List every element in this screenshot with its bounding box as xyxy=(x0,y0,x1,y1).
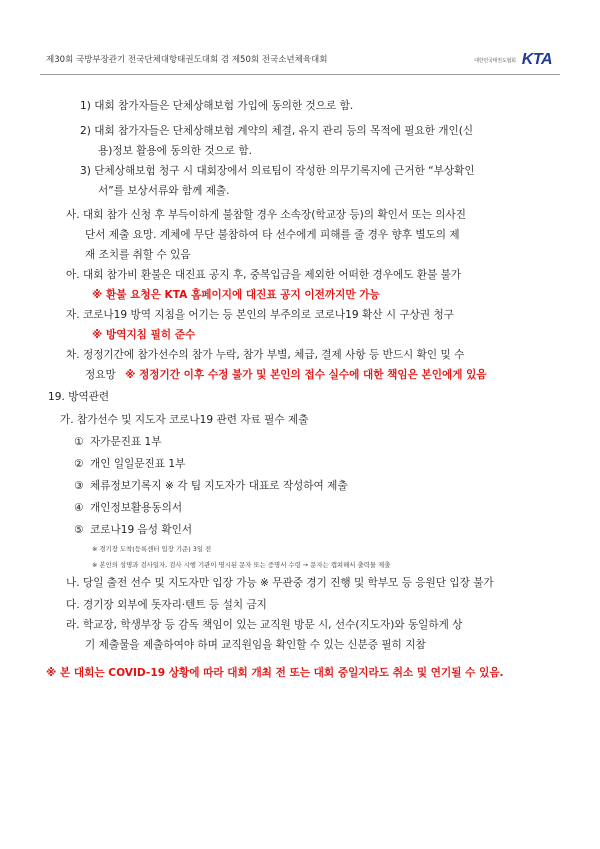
item-na: 나. 당일 출전 선수 및 지도자만 입장 가능 ※ 무관중 경기 진행 및 학부모 등 응원단 입장 불가 xyxy=(66,577,494,589)
header-title: 제30회 국방부장관기 전국단체대항태권도대회 겸 제50회 전국소년체육대회 xyxy=(46,55,328,65)
item-ja-note: ※ 방역지침 필히 준수 xyxy=(92,329,196,341)
item-a-note: ※ 환불 요청은 KTA 홈페이지에 대진표 공지 이전까지만 가능 xyxy=(92,289,380,301)
item-cha-2-text: 정요망 xyxy=(85,369,116,381)
doc-item-5-text: 코로나19 음성 확인서 xyxy=(90,524,193,536)
logo-subtitle: 대한민국태권도협회 xyxy=(474,57,516,64)
item-ba-2-cont: 용)정보 활용에 동의한 것으로 함. xyxy=(98,145,253,157)
item-ra-2: 기 제출물을 제출하여야 하며 교직원임을 확인할 수 있는 신분증 필히 지참 xyxy=(85,639,426,651)
item-da: 다. 경기장 외부에 돗자리·텐트 등 설치 금지 xyxy=(66,599,267,611)
item-sa-3: 재 조치를 취할 수 있음 xyxy=(85,249,191,261)
doc-item-1-num: ① xyxy=(74,436,84,448)
item-cha-1: 차. 정정기간에 참가선수의 참가 누락, 참가 부별, 체급, 결제 사항 등 반드시 확인 및 수 xyxy=(66,349,465,361)
item-ba-1: 1) 대회 참가자들은 단체상해보험 가입에 동의한 것으로 함. xyxy=(80,100,354,112)
item-cha-note: ※ 정정기간 이후 수정 불가 및 본인의 접수 실수에 대한 책임은 본인에게 있음 xyxy=(125,369,487,381)
item-ja: 자. 코로나19 방역 지침을 어기는 등 본인의 부주의로 코로나19 확산 시 구상권 청구 xyxy=(66,309,454,321)
item-sa-1: 사. 대회 참가 신청 후 부득이하게 불참할 경우 소속장(학교장 등)의 확인서 또는 의사진 xyxy=(66,209,466,221)
doc-item-2-num: ② xyxy=(74,458,84,470)
doc-item-4-text: 개인정보활용동의서 xyxy=(90,502,183,514)
doc-item-3-text: 체류정보기록지 ※ 각 팀 지도자가 대표로 작성하여 제출 xyxy=(90,480,348,492)
doc-item-4-num: ④ xyxy=(74,502,84,514)
item-ba-3-cont: 서”를 보상서류와 함께 제출. xyxy=(98,185,230,197)
item-a: 아. 대회 참가비 환불은 대진표 공지 후, 중복입금을 제외한 어떠한 경우에도 환불 불가 xyxy=(66,269,462,281)
logo-text: KTA xyxy=(521,51,552,68)
note-test-proof: ※ 본인의 성명과 검사일자, 검사 시행 기관이 명시된 문자 또는 증명서 수령 → 문자는 캡쳐해서 출력물 제출 xyxy=(92,561,391,569)
item-cha-2 xyxy=(85,368,487,382)
doc-item-2 xyxy=(74,457,185,471)
section-19-heading: 19. 방역관련 xyxy=(48,391,110,403)
doc-item-2-text: 개인 일일문진표 1부 xyxy=(90,458,186,470)
item-ga: 가. 참가선수 및 지도자 코로나19 관련 자료 필수 제출 xyxy=(60,414,309,426)
item-ra-1: 라. 학교장, 학생부장 등 감독 책임이 있는 교직원 방문 시, 선수(지도자)와 동일하게 상 xyxy=(66,619,463,631)
item-sa-2: 단서 제출 요망. 계체에 무단 불참하여 타 선수에게 피해를 줄 경우 향후 별도의 제 xyxy=(85,229,460,241)
doc-item-1 xyxy=(74,435,162,449)
doc-item-5-num: ⑤ xyxy=(74,524,84,536)
doc-item-3 xyxy=(74,479,348,493)
doc-item-3-num: ③ xyxy=(74,480,84,492)
item-ba-3: 3) 단체상해보험 청구 시 대회장에서 의료팀이 작성한 의무기록지에 근거한 “부상확인 xyxy=(80,165,475,177)
footer-notice: ※ 본 대회는 COVID-19 상황에 따라 대회 개최 전 또는 대회 중일지라도 취소 및 연기될 수 있음. xyxy=(46,667,504,679)
doc-item-1-text: 자가문진표 1부 xyxy=(90,436,162,448)
item-ba-2: 2) 대회 참가자들은 단체상해보험 계약의 체결, 유지 관리 등의 목적에 필요한 개인(신 xyxy=(80,125,474,137)
note-arrival: ※ 경기장 도착(등록센터 입장 기준) 3일 전 xyxy=(92,545,212,553)
doc-item-5 xyxy=(74,523,192,537)
doc-item-4 xyxy=(74,501,182,515)
